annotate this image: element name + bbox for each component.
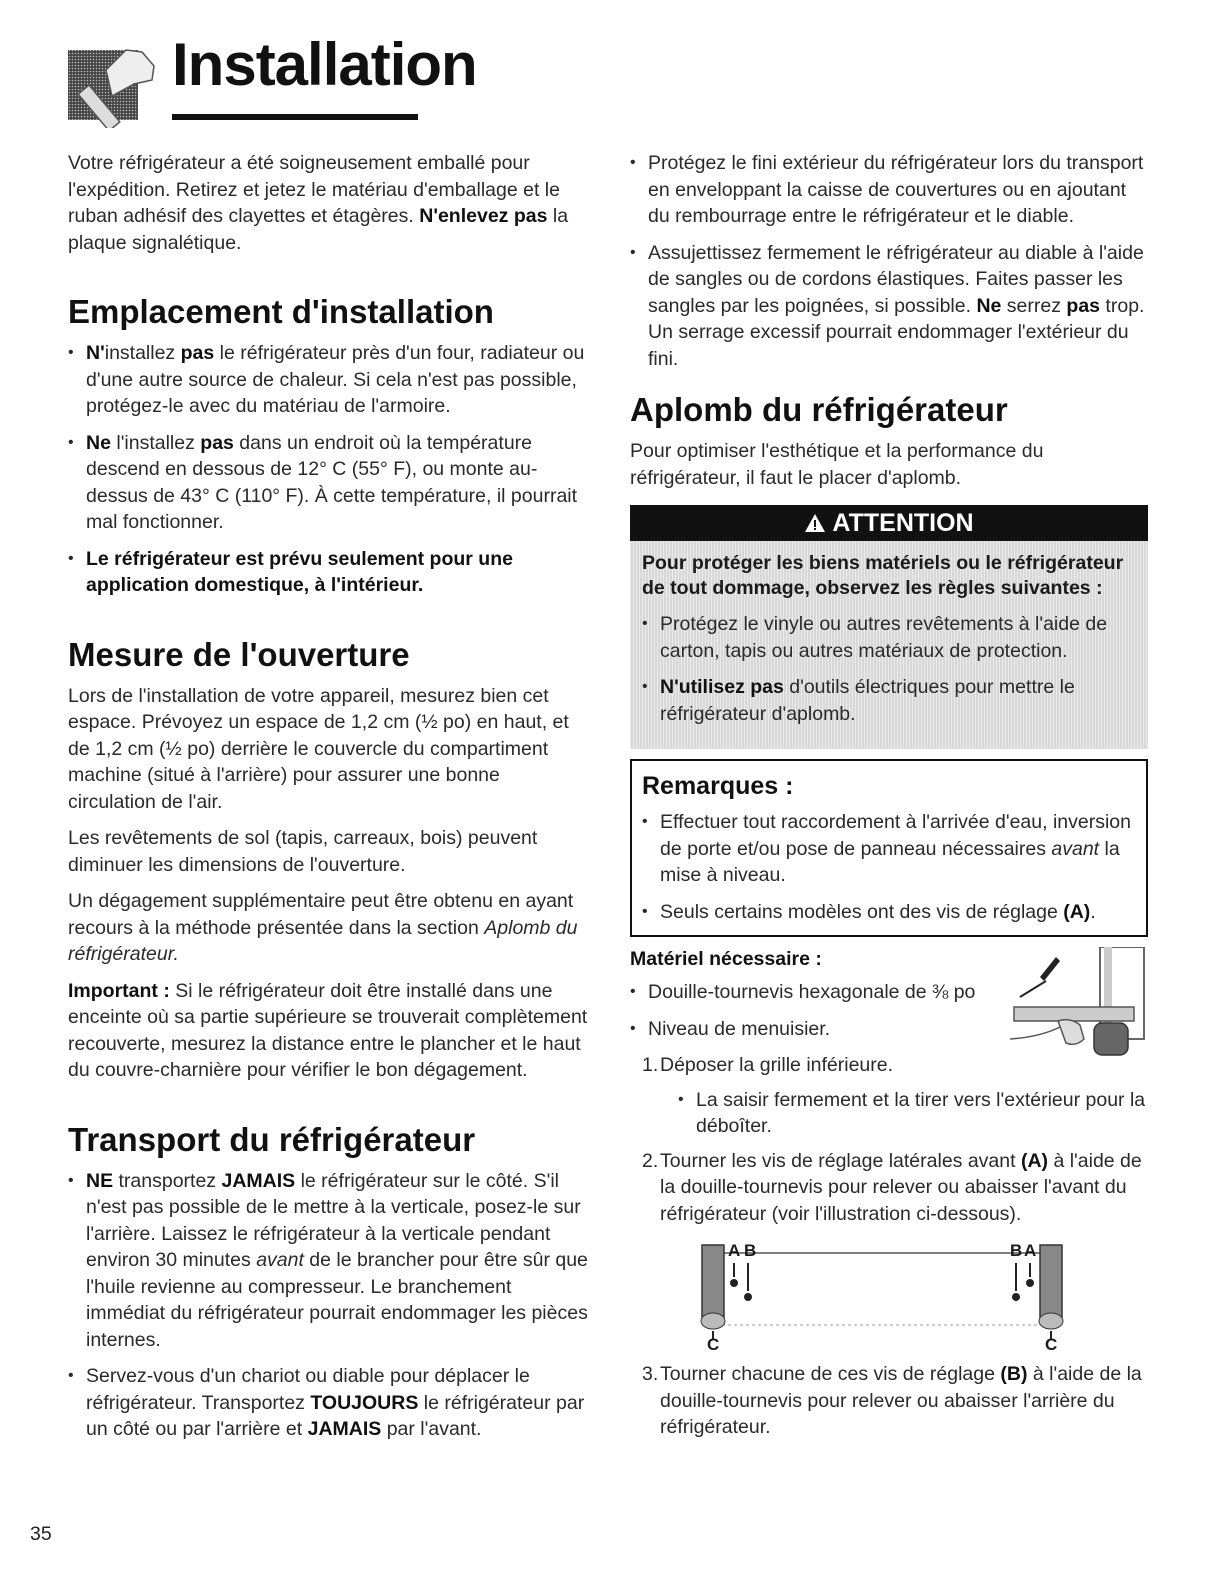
list-item: • Le réfrigérateur est prévu seulement pour une application domestique, à l'intérieur.: [68, 546, 588, 599]
mesure-paragraph-2: Les revêtements de sol (tapis, carreaux, bois) peuvent diminuer les dimensions de l'ouverture.: [68, 827, 538, 876]
title-underline: [172, 114, 418, 120]
section-title-transport: Transport du réfrigérateur: [68, 1120, 476, 1158]
list-item: • Effectuer tout raccordement à l'arrivée d'eau, inversion de porte et/ou pose de panneau nécessaires avant la mise à niveau.: [642, 809, 1132, 889]
emplacement-list: [68, 340, 588, 599]
mesure-paragraph-important: Important : Si le réfrigérateur doit être installé dans une enceinte où sa partie supérieure se trouverait complètement recouverte, mesurez la distance entre le plancher et le haut du couvre-charnière pour vérifier le bon dégagement.: [68, 979, 588, 1081]
wrench-icon: [68, 40, 156, 128]
attention-list: [642, 611, 1136, 727]
section-title-mesure: Mesure de l'ouverture: [68, 635, 410, 673]
diagram-label-a-left: A: [728, 1241, 741, 1260]
remarques-list: [642, 809, 1132, 925]
steps-list: [630, 1052, 1148, 1227]
socket-driver-illustration: [1000, 947, 1148, 1065]
diagram-label-a-right: A: [1024, 1241, 1037, 1260]
intro-paragraph: Votre réfrigérateur a été soigneusement emballé pour l'expédition. Retirez et jetez le matériau d'emballage et le ruban adhésif des clayettes et étagères. N'enlevez pas la plaque signalétique.: [68, 152, 569, 254]
page-title: Installation: [172, 31, 477, 98]
step-sub-list: [660, 1087, 1148, 1140]
list-item: 3. Tourner chacune de ces vis de réglage (B) à l'aide de la douille-tournevis pour relever ou abaisser l'arrière du réfrigérateur.: [642, 1363, 1142, 1438]
remarques-title: Remarques :: [642, 772, 794, 800]
attention-header: ATTENTION: [630, 505, 1148, 541]
materiel-section: [630, 945, 1148, 1042]
list-item: • Seuls certains modèles ont des vis de réglage (A).: [642, 899, 1132, 926]
attention-box: [630, 505, 1148, 749]
list-item: • Ne l'installez pas dans un endroit où la température descend en dessous de 12° C (55° F), ou monte au-dessus de 43° C (110° F). À cette température, il pourrait mal fonctionner.: [68, 430, 588, 536]
transport-list-left: [68, 1168, 588, 1443]
diagram-label-c-right: C: [1045, 1335, 1058, 1354]
diagram-label-b-right: B: [1010, 1241, 1023, 1260]
mesure-paragraph-1: Lors de l'installation de votre appareil, mesurez bien cet espace. Prévoyez un espace de 1,2 cm (½ po) en haut, et de 1,2 cm (½ po) derrière le couvercle du compartiment machine (situé à l'arrière) pour assurer une bonne circulation de l'air.: [68, 684, 569, 813]
list-item: • Niveau de menuisier.: [630, 1016, 1148, 1043]
list-item: • NE transportez JAMAIS le réfrigérateur sur le côté. S'il n'est pas possible de le mettre à la verticale, posez-le sur l'arrière. Laissez le réfrigérateur à la verticale pendant environ 30 minutes avant de le brancher pour être sûr que l'huile revienne au compresseur. Le branchement immédiat du réfrigérateur pourrait endommager les pièces internes.: [68, 1168, 588, 1354]
leveling-diagram: [630, 1235, 1148, 1355]
list-item: 1. Déposer la grille inférieure. • La saisir fermement et la tirer vers l'extérieur pour la déboîter.: [630, 1052, 1148, 1140]
section-title-emplacement: Emplacement d'installation: [68, 293, 494, 330]
diagram-label-c-left: C: [707, 1335, 720, 1354]
attention-lead: Pour protéger les biens matériels ou le réfrigérateur de tout dommage, observez les règles suivantes :: [642, 552, 1124, 599]
attention-body: [630, 541, 1148, 749]
transport-list-right: [630, 150, 1148, 372]
list-item: • Protégez le vinyle ou autres revêtements à l'aide de carton, tapis ou autres matériaux de protection.: [642, 611, 1136, 664]
left-column: [68, 150, 588, 1453]
diagram-label-b-left: B: [744, 1241, 757, 1260]
list-item: • Assujettissez fermement le réfrigérateur au diable à l'aide de sangles ou de cordons élastiques. Faites passer les sangles par les poignées, si possible. Ne serrez pas trop. Un serrage excessif pourrait endommager l'extérieur du fini.: [630, 240, 1148, 373]
list-item: • N'utilisez pas d'outils électriques pour mettre le réfrigérateur d'aplomb.: [642, 674, 1136, 727]
warning-triangle-icon: [804, 509, 832, 537]
remarques-box: [630, 759, 1148, 937]
list-item: • La saisir fermement et la tirer vers l'extérieur pour la déboîter.: [678, 1087, 1148, 1140]
list-item: 2. Tourner les vis de réglage latérales avant (A) à l'aide de la douille-tournevis pour relever ou abaisser l'avant du réfrigérateur (voir l'illustration ci-dessous).: [642, 1149, 1142, 1225]
page-number: 35: [30, 1523, 52, 1545]
aplomb-paragraph: Pour optimiser l'esthétique et la performance du réfrigérateur, il faut le placer d'aplomb.: [630, 440, 1044, 489]
mesure-paragraph-3: Un dégagement supplémentaire peut être obtenu en ayant recours à la méthode présentée dans la section Aplomb du réfrigérateur.: [68, 890, 578, 965]
section-title-aplomb: Aplomb du réfrigérateur: [630, 391, 1008, 428]
list-item: • N'installez pas le réfrigérateur près d'un four, radiateur ou d'une autre source de chaleur. Si cela n'est pas possible, protégez-le avec du matériau de l'armoire.: [68, 340, 588, 420]
right-column: [630, 150, 1148, 1449]
materiel-title: Matériel nécessaire :: [630, 948, 822, 970]
list-item: • Douille-tournevis hexagonale de ⅜ po: [630, 979, 1148, 1006]
list-item: • Protégez le fini extérieur du réfrigérateur lors du transport en enveloppant la caisse de couvertures ou en ajoutant du rembourrage entre le réfrigérateur et le diable.: [630, 150, 1148, 230]
list-item: • Servez-vous d'un chariot ou diable pour déplacer le réfrigérateur. Transportez TOUJOURS le réfrigérateur par un côté ou par l'arrière et JAMAIS par l'avant.: [68, 1363, 588, 1443]
steps-list-continued: [630, 1361, 1148, 1441]
